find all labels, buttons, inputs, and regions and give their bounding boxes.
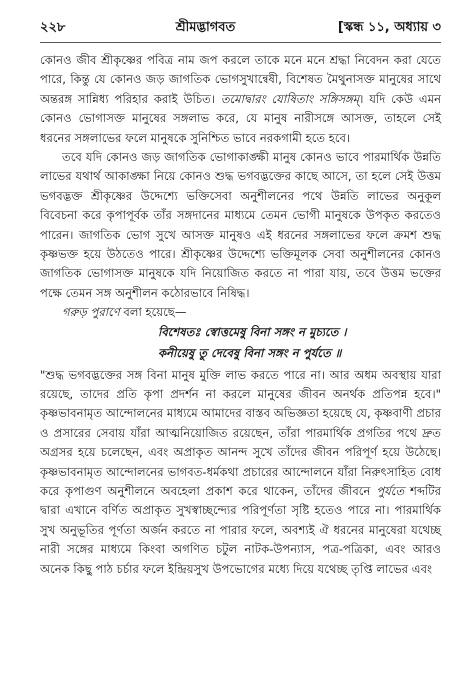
paragraph-1-text-b: । যদি কেউ এমন কোনও ভোগাসক্ত মানুষের সঙ্গলাভ করে, যে মানুষ নারীসঙ্গে আসক্ত, তাহলে সেই ধরনের সঙ্গলাভের ফলে মানুষকে সুনিশ্চিত ভাবে নরকগামী হতে হবে।: [40, 91, 441, 145]
verse-line-1: বিশেষতঃ স্বোত্তমেষু বিনা সঙ্গং ন মুচ্যতে ।: [158, 324, 347, 339]
sanskrit-quote: তমোদ্বারং যোষিতাং সঙ্গিসঙ্গম্‌: [220, 91, 360, 106]
book-title: শ্রীমদ্ভাগবত: [175, 20, 236, 35]
header-divider: [40, 42, 441, 43]
citation-suffix: বলা হয়েছে—: [119, 305, 187, 320]
paragraph-3: [40, 366, 441, 579]
verse-line-2: কনীয়েষু তু দেবেষু বিনা সঙ্গং ন পুর্যতে ॥: [158, 346, 342, 361]
paragraph-2: [40, 148, 441, 303]
chapter-reference: [স্কন্ধ ১১, অধ্যায় ৩: [337, 20, 441, 35]
page-header: [40, 18, 441, 40]
sanskrit-verse: [40, 323, 441, 364]
page-number: ২২৮: [40, 20, 66, 35]
citation-source: গরুড় পুরাণে: [62, 305, 120, 320]
paragraph-1: [40, 51, 441, 148]
citation-line: [62, 303, 441, 322]
paragraph-2-text: তবে যদি কোনও জড় জাগতিক ভোগাকাঙ্ক্ষী মানুষ কোনও ভাবে পারমার্থিক উন্নতি লাভের যথার্থ আকাঙ্ক্ষা নিয়ে কোনও শুদ্ধ ভগবদ্ভক্তের কাছে আসে, তা হলে সেই উত্তম ভগবদ্ভক্ত শ্রীকৃষ্ণের উদ্দেশ্যে ভক্তিসেবা অনুশীলনের পথে উন্নতি লাভের অনুকূল বিবেচনা করে কৃপাপূর্বক তাঁর সঙ্গদানের মাধ্যমে তেমন ভোগী মানুষকে উপকৃত করতেও পারেন। জাগতিক ভোগ সুখে আসক্ত মানুষও এই ধরনের সঙ্গলাভের ফলে ক্রমশ শুদ্ধ কৃষ্ণভক্ত হয়ে উঠতেও পারে। শ্রীকৃষ্ণের উদ্দেশ্যে ভক্তিমূলক সেবা অনুশীলনের কোনও জাগতিক ভোগাসক্ত মানুষকে যদি নিয়োজিত করতে না পারা যায়, তবে উত্তম ভক্তের পক্ষে তেমন সঙ্গ অনুশীলন কঠোরভাবে নিষিদ্ধ।: [40, 150, 441, 300]
paragraph-3-text: "শুদ্ধ ভগবদ্ভক্তের সঙ্গ বিনা মানুষ মুক্তি লাভ করতে পারে না। আর অধম অবস্থায় যারা রয়েছে, তাদের প্রতি কৃপা প্রদর্শন না করলে মানুষের জীবন অনর্থক প্রতিপন্ন হবে।" কৃষ্ণভাবনামৃত আন্দোলনের মাধ্যমে আমাদের বাস্তব অভিজ্ঞতা হয়েছে যে, কৃষ্ণবাণী প্রচার ও প্রসারের সেবায় যাঁরা আত্মনিয়োজিত রয়েছেন, তাঁরা পারমার্থিক প্রগতির পথে দ্রুত অগ্রসর হয়ে চলেছেন, এবং অপ্রাকৃত আনন্দ সুখে তাঁদের জীবন পরিপূর্ণ হয়ে উঠেছে। কৃষ্ণভাবনামৃত আন্দোলনের ভাগবত-ধর্মকথা প্রচারের আন্দোলনে যাঁরা নিরুৎসাহিত বোধ করে কৃপাগুণ অনুশীলনে অবহেলা প্রকাশ করে থাকেন, তাঁদের জীবনে: [40, 367, 441, 498]
paragraph-1-text-a: কোনও জীব শ্রীকৃষ্ণের পবিত্র নাম জপ করলে তাকে মনে মনে শ্রদ্ধা নিবেদন করা যেতে পারে, কিন্তু যে কোনও জড় জাগতিক ভোগসুখান্বেষী, বিশেষত মৈথুনাসক্ত মানুষের সাথে অন্তরঙ্গ সান্নিধ্য পরিহার করাই উচিত।: [40, 53, 441, 106]
emphasized-word: পুর্যতে: [376, 483, 405, 498]
paragraph-3-text-b: শব্দটির দ্বারা এখানে বর্ণিত অপ্রাকৃত সুখস্বাচ্ছন্দ্যের পরিপূর্ণতা সৃষ্টি হতেও পারে না। পারমার্থিক সুখ অনুভূতির পূর্ণতা অর্জন করতে না পারার ফলে, অবশ্যই ঐ ধরনের মানুষেরা যথেচ্ছ নারী সঙ্গের মাধ্যমে কিংবা অগণিত চটুল নাটক-উপন্যাস, পত্র-পত্রিকা, এবং আরও অনেক কিছু পাঠ চর্চার ফলে ইন্দ্রিয়সুখ উপভোগের মধ্যে দিয়ে যথেচ্ছ তৃপ্তি লাভের এবং: [40, 483, 441, 576]
